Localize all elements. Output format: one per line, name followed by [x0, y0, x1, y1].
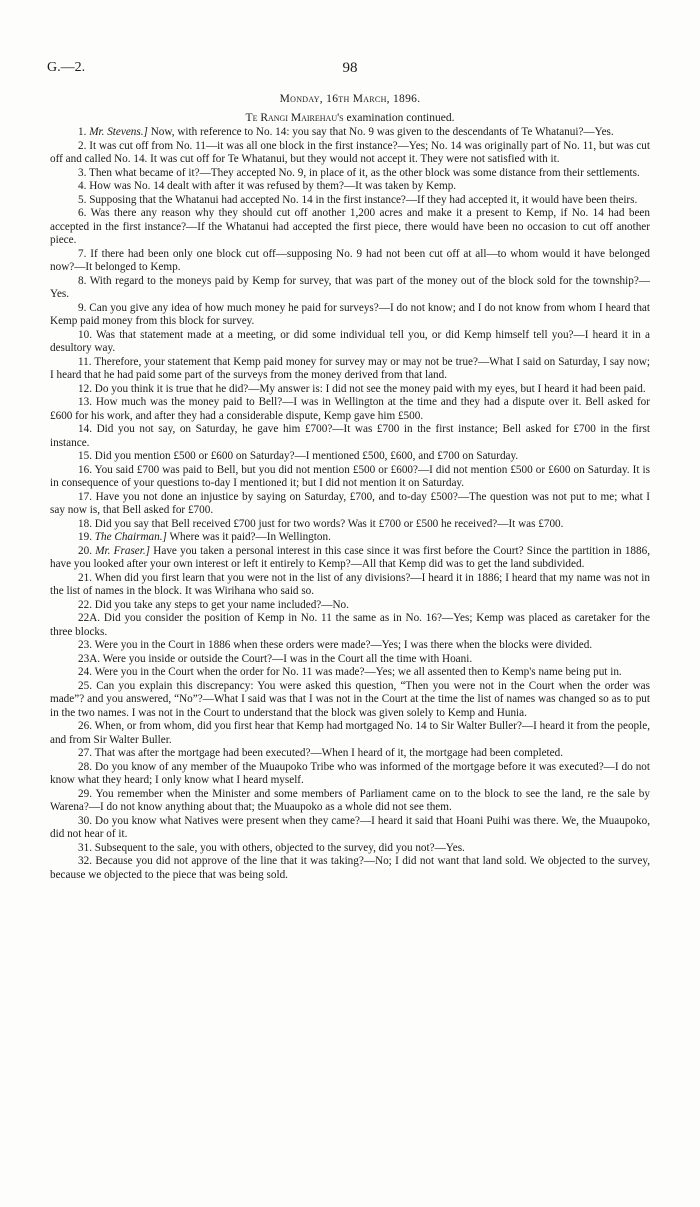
- question-text: That was after the mortgage had been executed?—When I heard of it, the mortgage had been completed.: [94, 747, 564, 759]
- question-number: 22A.: [78, 612, 104, 624]
- question-paragraph: [50, 275, 650, 302]
- question-number: 20.: [78, 544, 96, 557]
- question-paragraph: [50, 491, 650, 518]
- question-paragraph: [50, 545, 650, 572]
- question-text: Did you take any steps to get your name included?—No.: [94, 598, 349, 611]
- question-paragraph: [50, 450, 650, 464]
- question-text: Now, with reference to No. 14: you say that No. 9 was given to the descendants of Te Whatanui?—Yes.: [147, 126, 614, 138]
- question-paragraph: [50, 464, 650, 491]
- subtitle-rest: examination continued.: [343, 112, 455, 124]
- question-paragraph: [50, 653, 650, 667]
- question-text: Can you explain this discrepancy: You were asked this question, “Then you were not in the Court when the order was made”? and you answered, “No”?—What I said was that I was not in the Court at the time the list of names was changed so as to put in the two names. I was not in the Court to understand that the block was given solely to Kemp and Hunia.: [50, 679, 650, 719]
- question-text: If there had been only one block cut off—supposing No. 9 had not been cut off at all—to whom would it have belonged now?—It belonged to Kemp.: [50, 247, 651, 273]
- question-paragraph: [50, 302, 650, 329]
- question-text: Do you know what Natives were present when they came?—I heard it said that Hoani Puihi was there. We, the Muaupoko, did not hear of it.: [50, 814, 650, 840]
- question-text: When did you first learn that you were not in the list of any divisions?—I heard it in 1886; I heard that my name was not in the list of names in the block. It was Wirihana who said so.: [50, 571, 650, 597]
- question-text: Therefore, your statement that Kemp paid money for survey may or may not be true?—What I said on Saturday, I say now; I heard that he had paid some part of the surveys from the money derived from that land.: [50, 355, 650, 381]
- question-text: Was that statement made at a meeting, or did some individual tell you, or did Kemp himself tell you?—I heard it in a desultory way.: [50, 328, 650, 354]
- question-paragraph: [50, 396, 650, 423]
- question-number: 14.: [78, 423, 97, 435]
- question-paragraph: [50, 720, 650, 747]
- question-text: Supposing that the Whatanui had accepted No. 14 in the first instance?—If they had accepted it, it would have been theirs.: [89, 193, 638, 206]
- question-number: 4.: [78, 180, 90, 192]
- question-number: 32.: [78, 855, 96, 867]
- question-text: Were you in the Court in 1886 when these orders were made?—Yes; I was there when the blocks were divided.: [94, 639, 593, 651]
- question-paragraph: [50, 747, 650, 761]
- question-text: Because you did not approve of the line that it was taking?—No; I did not want that land sold. We objected to the survey, because we objected to the piece that was being sold.: [50, 855, 651, 881]
- question-text: Did you say that Bell received £700 just for two words? Was it £700 or £500 he received?—It was £700.: [94, 517, 564, 530]
- question-paragraph: [50, 167, 650, 181]
- question-number: 1.: [78, 126, 90, 138]
- question-text: You said £700 was paid to Bell, but you did not mention £500 or £600?—I did not mention £500 or £600 on Saturday. It is in consequence of your questions to-day I mentioned it; but I did not mention it on Saturday.: [50, 463, 650, 489]
- question-text: Did you mention £500 or £600 on Saturday?—I mentioned £500, £600, and £700 on Saturday.: [94, 450, 519, 462]
- question-paragraph: [50, 248, 650, 275]
- session-date: Monday, 16th March, 1896.: [279, 93, 421, 105]
- speaker-name: Mr. Stevens.]: [89, 126, 148, 138]
- question-number: 22.: [78, 598, 95, 611]
- question-paragraph: [50, 599, 650, 613]
- question-number: 18.: [78, 517, 95, 530]
- question-paragraph: [50, 207, 650, 248]
- witness-name: Te Rangi Mairehau's: [245, 112, 344, 124]
- question-number: 17.: [78, 490, 96, 503]
- question-text: You remember when the Minister and some members of Parliament came on to the block to see the land, re the sale by Warena?—I do not know anything about that; the Muaupoko as a whole did not see them.: [50, 787, 650, 813]
- question-text: How much was the money paid to Bell?—I was in Wellington at the time and they had a dispute over it. Bell asked for £600 for his work, and after they had a considerable dispute, Kemp gave him £500.: [50, 396, 651, 422]
- question-number: 16.: [78, 463, 95, 476]
- question-text: Then what became of it?—They accepted No. 9, in place of it, as the other block was some distance from their settlements.: [89, 166, 640, 179]
- question-paragraph: [50, 572, 650, 599]
- question-paragraph: [50, 639, 650, 653]
- question-number: 28.: [78, 760, 95, 773]
- question-number: 13.: [78, 396, 96, 408]
- question-number: 21.: [78, 571, 95, 584]
- question-text: Have you taken a personal interest in this case since it was first before the Court? Since the partition in 1886, have you looked after your own interest or left it entirely to Kemp?—All that Kemp did was to get the land subdivided.: [50, 544, 651, 570]
- question-text: Did you not say, on Saturday, he gave him £700?—It was £700 in the first instance; Bell asked for £700 in the first instance.: [50, 423, 650, 449]
- question-paragraph: [50, 855, 650, 882]
- question-paragraph: [50, 383, 650, 397]
- question-paragraph: [50, 531, 650, 545]
- question-number: 8.: [78, 274, 90, 287]
- question-paragraph: [50, 815, 650, 842]
- question-paragraph: [50, 194, 650, 208]
- question-number: 24.: [78, 666, 95, 678]
- question-number: 25.: [78, 679, 97, 692]
- question-number: 30.: [78, 814, 96, 827]
- question-text: Was there any reason why they should cut off another 1,200 acres and make it a present to Kemp, if No. 14 had been accepted in the first instance?—If the Whatanui had accepted the first piece, there would have been no occasion to cut off another piece.: [50, 207, 650, 246]
- question-paragraph: [50, 842, 650, 856]
- question-text: Have you not done an injustice by saying on Saturday, £700, and to-day £500?—The question was not put to me; what I say now is, that Bell asked for £700.: [50, 490, 650, 516]
- question-paragraph: [50, 680, 650, 721]
- examination-subtitle: [0, 112, 700, 124]
- question-number: 7.: [78, 247, 91, 260]
- question-text: Do you know of any member of the Muaupoko Tribe who was informed of the mortgage before it was executed?—I do not know what they heard; I only know what I heard myself.: [50, 760, 650, 786]
- question-number: 2.: [78, 139, 90, 152]
- question-number: 10.: [78, 328, 96, 341]
- testimony-body: [50, 126, 650, 882]
- question-number: 26.: [78, 720, 95, 732]
- question-text: When, or from whom, did you first hear that Kemp had mortgaged No. 14 to Sir Walter Buller?—I heard it from the people, and from Sir Walter Buller.: [50, 720, 650, 746]
- question-paragraph: [50, 761, 650, 788]
- speaker-name: The Chairman.]: [94, 531, 167, 543]
- question-paragraph: [50, 180, 650, 194]
- question-number: 9.: [78, 301, 90, 314]
- question-text: Subsequent to the sale, you with others, objected to the survey, did you not?—Yes.: [94, 841, 465, 854]
- question-paragraph: [50, 518, 650, 532]
- question-number: 23.: [78, 639, 95, 651]
- question-number: 23A.: [78, 652, 103, 665]
- question-paragraph: [50, 140, 650, 167]
- question-number: 27.: [78, 747, 95, 759]
- question-paragraph: [50, 329, 650, 356]
- question-paragraph: [50, 788, 650, 815]
- question-number: 5.: [78, 193, 90, 206]
- question-number: 31.: [78, 841, 95, 854]
- question-text: Where was it paid?—In Wellington.: [166, 531, 331, 543]
- question-paragraph: [50, 356, 650, 383]
- page-number: 98: [342, 60, 358, 76]
- question-paragraph: [50, 612, 650, 639]
- question-number: 15.: [78, 450, 95, 462]
- question-text: Can you give any idea of how much money he paid for surveys?—I do not know; and I do not know from whom I heard that Kemp paid money from this block for survey.: [50, 301, 651, 327]
- question-number: 6.: [78, 207, 91, 219]
- question-text: Do you think it is true that he did?—My answer is: I did not see the money paid with my eyes, but I heard it had been paid.: [94, 382, 646, 395]
- question-text: With regard to the moneys paid by Kemp for survey, that was part of the money out of the block sold for the township?—Yes.: [50, 274, 650, 300]
- question-paragraph: [50, 126, 650, 140]
- question-number: 3.: [78, 166, 89, 179]
- question-paragraph: [50, 423, 650, 450]
- question-number: 29.: [78, 787, 96, 800]
- question-text: Did you consider the position of Kemp in No. 11 the same as in No. 16?—Yes; Kemp was placed as caretaker for the three blocks.: [50, 612, 650, 638]
- page-reference: G.—2.: [47, 60, 86, 75]
- question-number: 11.: [78, 355, 95, 368]
- question-number: 12.: [78, 382, 95, 395]
- question-text: How was No. 14 dealt with after it was refused by them?—It was taken by Kemp.: [89, 180, 457, 192]
- question-text: Were you in the Court when the order for No. 11 was made?—Yes; we all assented then to Kemp's name being put in.: [94, 666, 622, 678]
- question-text: It was cut off from No. 11—it was all one block in the first instance?—Yes; No. 14 was originally part of No. 11, but was cut off and called No. 14. It was cut off for Te Whatanui, but they would not accept it. They were not satisfied with it.: [50, 139, 651, 165]
- question-text: Were you inside or outside the Court?—I was in the Court all the time with Hoani.: [102, 652, 473, 665]
- speaker-name: Mr. Fraser.]: [95, 544, 151, 557]
- question-number: 19.: [78, 531, 95, 543]
- question-paragraph: [50, 666, 650, 680]
